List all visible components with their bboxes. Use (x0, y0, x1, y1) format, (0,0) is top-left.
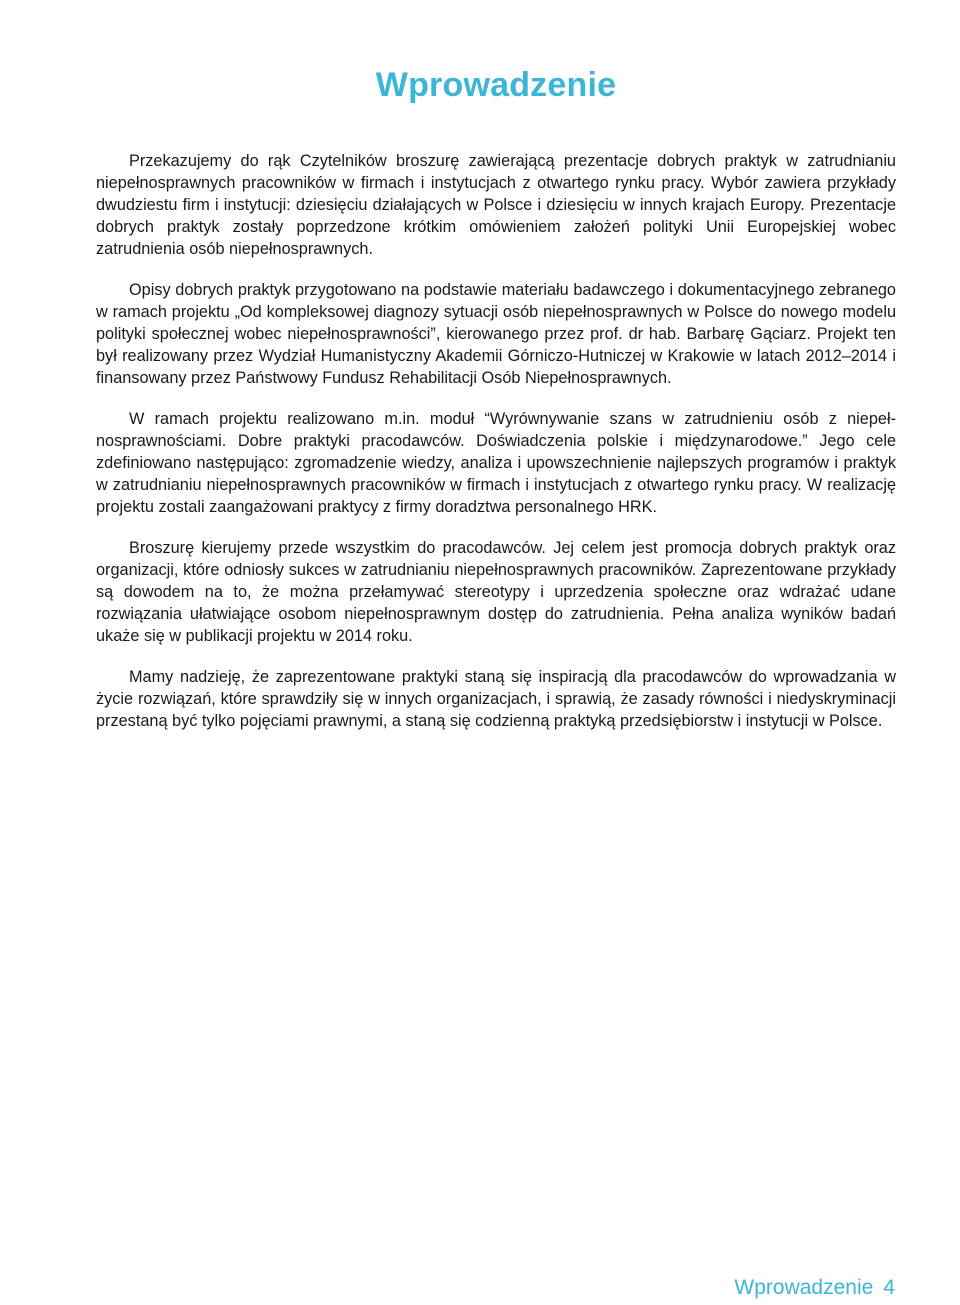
paragraph-2: Opisy dobrych praktyk przygotowano na podstawie materiału badawczego i dokumentacyjnego zebranego w ramach projektu „Od kompleksowej diagnozy sytuacji osób niepełnosprawnych w Polsce do nowego modelu polityki społecznej wobec niepełnosprawności”, kierowanego przez prof. dr hab. Barbarę Gąciarz. Projekt ten był realizowany przez Wydział Humanistyczny Akademii Górniczo-Hutniczej w Krakowie w latach 2012–2014 i finansowany przez Państwowy Fundusz Rehabilitacji Osób Niepełnosprawnych. (96, 281, 896, 387)
page-footer (734, 1276, 895, 1300)
page-title: Wprowadzenie (375, 66, 617, 104)
page-number: 4 (883, 1276, 895, 1299)
paragraph-1: Przekazujemy do rąk Czytelników broszurę zawierającą prezentacje dobrych praktyk w zatrudnianiu niepełnosprawnych pracowników w firmach i instytucjach z otwartego rynku pracy. Wybór zawiera przykłady dwudziestu firm i instytucji: dziesięciu działających w Polsce i dziesięciu w innych krajach Europy. Prezentacje dobrych praktyk zostały poprzedzone krótkim omówieniem założeń polityki Unii Europejskiej wobec zatrudnienia osób niepełnosprawnych. (96, 152, 896, 258)
body-text (96, 150, 896, 751)
footer-section-title: Wprowadzenie (734, 1276, 874, 1299)
paragraph-3: W ramach projektu realizowano m.in. moduł “Wyrównywanie szans w zatrudnieniu osób z niepełnosprawnościami. Dobre praktyki pracodawców. Doświadczenia polskie i międzynarodowe.” Jego cele zdefiniowano następująco: zgromadzenie wiedzy, analiza i upowszechnienie najlepszych programów i praktyk w zatrudnianiu niepełnosprawnych pracowników w firmach i instytucjach z otwartego rynku pracy. W realizację projektu zostali zaangażowani praktycy z firmy doradztwa personalnego HRK. (96, 410, 896, 516)
paragraph-4: Broszurę kierujemy przede wszystkim do pracodawców. Jej celem jest promocja dobrych praktyk oraz organizacji, które odniosły sukces w zatrudnianiu niepełnosprawnych pracowników. Zaprezentowane przykłady są dowodem na to, że można przełamywać stereotypy i uprzedzenia społeczne oraz wdrażać udane rozwiązania ułatwiające osobom niepełnosprawnym dostęp do zatrudnienia. Pełna analiza wyników badań ukaże się w publikacji projektu w 2014 roku. (96, 539, 896, 645)
paragraph-5: Mamy nadzieję, że zaprezentowane praktyki staną się inspiracją dla pracodawców do wprowadzania w życie rozwiązań, które sprawdziły się w innych organizacjach, i sprawią, że zasady równości i niedyskryminacji przestaną być tylko pojęciami prawnymi, a staną się codzienną praktyką przedsiębiorstw i instytucji w Polsce. (96, 668, 896, 730)
